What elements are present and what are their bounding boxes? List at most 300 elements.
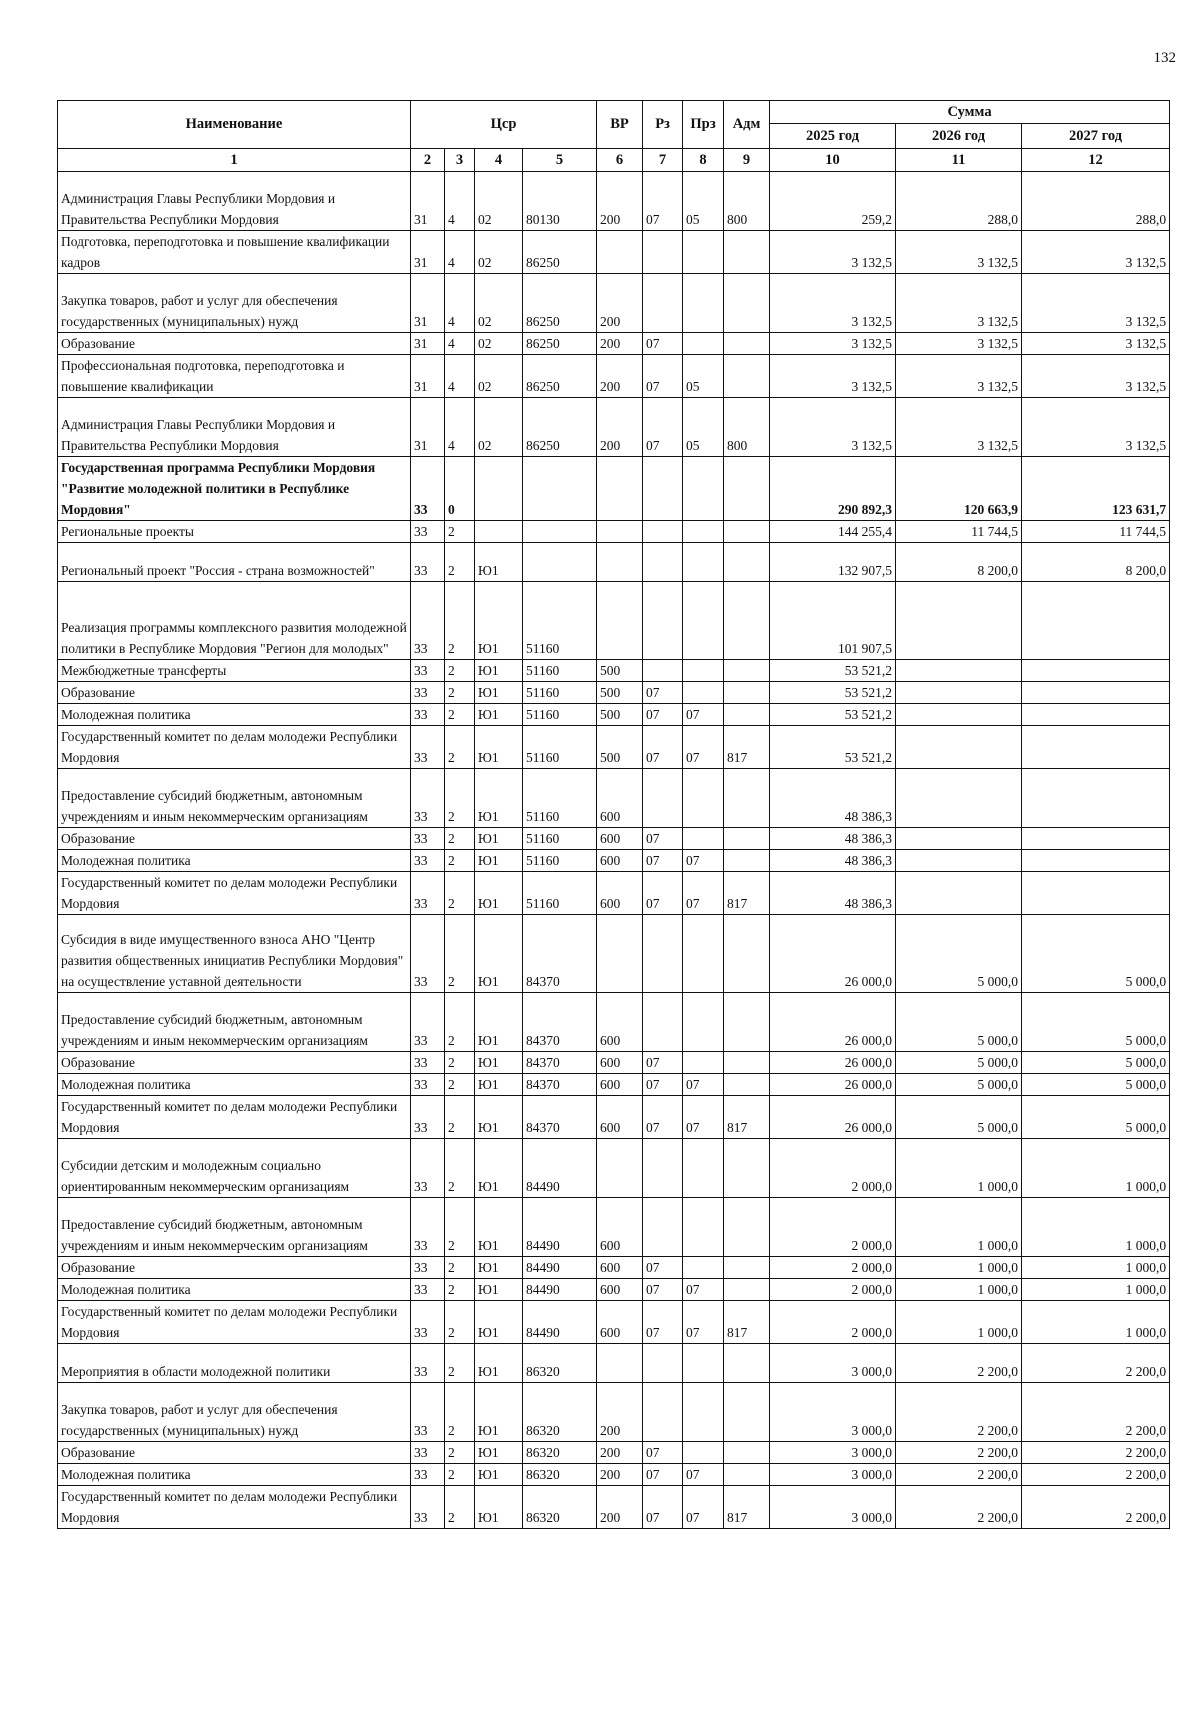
table-row [58, 872, 1170, 915]
cell-tsr-event: Ю1 [475, 1301, 523, 1344]
col-number-4: 4 [475, 149, 523, 172]
table-row [58, 457, 1170, 521]
cell-amount-2027: 1 000,0 [1022, 1198, 1170, 1257]
cell-amount-2027 [1022, 682, 1170, 704]
cell-amount-2026: 1 000,0 [896, 1198, 1022, 1257]
cell-vr [597, 231, 643, 274]
cell-name: Государственный комитет по делам молодежи Республики Мордовия [58, 726, 411, 769]
cell-name: Региональный проект "Россия - страна возможностей" [58, 543, 411, 582]
cell-tsr-event [475, 457, 523, 521]
cell-tsr-program: 33 [411, 1096, 445, 1139]
cell-amount-2026 [896, 769, 1022, 828]
cell-amount-2027: 2 200,0 [1022, 1383, 1170, 1442]
cell-name: Образование [58, 333, 411, 355]
cell-tsr-subprogram: 2 [445, 1074, 475, 1096]
cell-rz: 07 [643, 333, 683, 355]
cell-prz: 07 [683, 704, 724, 726]
cell-rz: 07 [643, 1096, 683, 1139]
cell-amount-2025: 3 132,5 [770, 398, 896, 457]
cell-tsr-direction: 86250 [523, 231, 597, 274]
cell-tsr-subprogram: 4 [445, 398, 475, 457]
cell-adm: 817 [724, 726, 770, 769]
cell-vr [597, 1139, 643, 1198]
col-number-6: 6 [597, 149, 643, 172]
cell-tsr-direction: 51160 [523, 726, 597, 769]
cell-name: Образование [58, 1257, 411, 1279]
table-row [58, 704, 1170, 726]
cell-amount-2025: 290 892,3 [770, 457, 896, 521]
cell-vr: 600 [597, 828, 643, 850]
cell-rz [643, 582, 683, 660]
cell-rz: 07 [643, 355, 683, 398]
cell-amount-2026: 3 132,5 [896, 355, 1022, 398]
table-row [58, 1074, 1170, 1096]
cell-amount-2026: 11 744,5 [896, 521, 1022, 543]
cell-amount-2025: 53 521,2 [770, 704, 896, 726]
cell-amount-2025: 53 521,2 [770, 726, 896, 769]
cell-tsr-program: 33 [411, 1383, 445, 1442]
cell-vr: 600 [597, 1279, 643, 1301]
cell-prz [683, 457, 724, 521]
cell-vr: 500 [597, 726, 643, 769]
cell-amount-2027 [1022, 872, 1170, 915]
cell-tsr-event: Ю1 [475, 1279, 523, 1301]
cell-tsr-event: Ю1 [475, 1257, 523, 1279]
cell-adm [724, 1074, 770, 1096]
cell-name: Молодежная политика [58, 850, 411, 872]
cell-amount-2026: 8 200,0 [896, 543, 1022, 582]
cell-tsr-direction: 86250 [523, 274, 597, 333]
cell-prz: 07 [683, 1486, 724, 1529]
cell-amount-2027 [1022, 704, 1170, 726]
cell-vr [597, 1344, 643, 1383]
cell-adm [724, 1464, 770, 1486]
cell-tsr-direction: 86320 [523, 1344, 597, 1383]
cell-prz [683, 660, 724, 682]
cell-amount-2027: 3 132,5 [1022, 333, 1170, 355]
cell-rz: 07 [643, 1301, 683, 1344]
cell-amount-2025: 3 132,5 [770, 231, 896, 274]
cell-tsr-event: Ю1 [475, 682, 523, 704]
header-tsr: Цср [411, 101, 597, 149]
cell-amount-2027: 3 132,5 [1022, 355, 1170, 398]
cell-tsr-program: 33 [411, 582, 445, 660]
cell-name: Государственный комитет по делам молодежи Республики Мордовия [58, 1301, 411, 1344]
cell-rz [643, 1383, 683, 1442]
cell-prz [683, 521, 724, 543]
page-number: 132 [1153, 50, 1176, 66]
cell-vr [597, 915, 643, 993]
cell-tsr-direction: 86250 [523, 398, 597, 457]
cell-amount-2025: 26 000,0 [770, 915, 896, 993]
cell-tsr-program: 33 [411, 1464, 445, 1486]
cell-amount-2027: 2 200,0 [1022, 1486, 1170, 1529]
table-row [58, 1096, 1170, 1139]
cell-amount-2027 [1022, 828, 1170, 850]
cell-name: Администрация Главы Республики Мордовия и Правительства Республики Мордовия [58, 398, 411, 457]
header-rz: Рз [643, 101, 683, 149]
col-number-10: 10 [770, 149, 896, 172]
cell-amount-2025: 3 132,5 [770, 355, 896, 398]
cell-adm [724, 1344, 770, 1383]
cell-amount-2025: 3 000,0 [770, 1464, 896, 1486]
header-year-2027: 2027 год [1022, 124, 1170, 149]
cell-tsr-event: 02 [475, 172, 523, 231]
cell-adm [724, 915, 770, 993]
cell-amount-2026 [896, 682, 1022, 704]
cell-name: Образование [58, 828, 411, 850]
cell-amount-2027 [1022, 850, 1170, 872]
cell-amount-2026: 2 200,0 [896, 1383, 1022, 1442]
cell-prz [683, 1139, 724, 1198]
cell-amount-2026 [896, 704, 1022, 726]
cell-tsr-event: Ю1 [475, 1096, 523, 1139]
cell-prz [683, 1257, 724, 1279]
cell-vr: 200 [597, 274, 643, 333]
cell-adm [724, 231, 770, 274]
cell-name: Государственный комитет по делам молодежи Республики Мордовия [58, 872, 411, 915]
cell-amount-2027 [1022, 726, 1170, 769]
cell-amount-2026: 3 132,5 [896, 333, 1022, 355]
cell-tsr-direction: 51160 [523, 660, 597, 682]
cell-amount-2025: 48 386,3 [770, 850, 896, 872]
cell-rz [643, 543, 683, 582]
cell-tsr-subprogram: 2 [445, 1344, 475, 1383]
cell-tsr-event: 02 [475, 231, 523, 274]
cell-tsr-subprogram: 4 [445, 355, 475, 398]
cell-amount-2025: 53 521,2 [770, 660, 896, 682]
cell-tsr-event: 02 [475, 355, 523, 398]
cell-vr: 200 [597, 172, 643, 231]
cell-name: Закупка товаров, работ и услуг для обеспечения государственных (муниципальных) нужд [58, 1383, 411, 1442]
cell-rz [643, 1344, 683, 1383]
header-vr: ВР [597, 101, 643, 149]
cell-adm [724, 993, 770, 1052]
cell-vr: 600 [597, 1074, 643, 1096]
cell-prz: 05 [683, 172, 724, 231]
cell-tsr-program: 33 [411, 1442, 445, 1464]
cell-name: Молодежная политика [58, 1464, 411, 1486]
cell-tsr-event: 02 [475, 274, 523, 333]
cell-tsr-program: 33 [411, 828, 445, 850]
cell-amount-2026 [896, 828, 1022, 850]
cell-amount-2026: 3 132,5 [896, 398, 1022, 457]
cell-tsr-subprogram: 2 [445, 1464, 475, 1486]
cell-prz [683, 1442, 724, 1464]
col-number-5: 5 [523, 149, 597, 172]
cell-tsr-direction: 86320 [523, 1486, 597, 1529]
cell-amount-2026: 2 200,0 [896, 1464, 1022, 1486]
cell-prz [683, 231, 724, 274]
cell-amount-2027: 1 000,0 [1022, 1139, 1170, 1198]
cell-tsr-subprogram: 2 [445, 828, 475, 850]
cell-adm: 817 [724, 1486, 770, 1529]
cell-tsr-program: 31 [411, 333, 445, 355]
cell-name: Молодежная политика [58, 1279, 411, 1301]
cell-tsr-event: Ю1 [475, 993, 523, 1052]
cell-prz [683, 1383, 724, 1442]
cell-rz: 07 [643, 682, 683, 704]
col-number-11: 11 [896, 149, 1022, 172]
cell-tsr-direction: 51160 [523, 704, 597, 726]
table-row [58, 1486, 1170, 1529]
table-row [58, 1344, 1170, 1383]
cell-prz: 07 [683, 1074, 724, 1096]
cell-tsr-subprogram: 2 [445, 682, 475, 704]
table-row [58, 1442, 1170, 1464]
cell-vr [597, 457, 643, 521]
table-row [58, 521, 1170, 543]
cell-rz: 07 [643, 850, 683, 872]
cell-vr: 600 [597, 872, 643, 915]
cell-tsr-program: 33 [411, 915, 445, 993]
cell-tsr-event: Ю1 [475, 660, 523, 682]
cell-tsr-subprogram: 2 [445, 704, 475, 726]
cell-prz: 07 [683, 1096, 724, 1139]
cell-rz: 07 [643, 828, 683, 850]
cell-name: Образование [58, 1442, 411, 1464]
cell-tsr-event: Ю1 [475, 1464, 523, 1486]
cell-tsr-event: Ю1 [475, 1198, 523, 1257]
cell-tsr-subprogram: 2 [445, 1257, 475, 1279]
col-number-1: 1 [58, 149, 411, 172]
cell-amount-2026: 5 000,0 [896, 915, 1022, 993]
cell-tsr-direction: 51160 [523, 682, 597, 704]
cell-tsr-event: Ю1 [475, 1383, 523, 1442]
cell-rz: 07 [643, 872, 683, 915]
cell-amount-2025: 2 000,0 [770, 1257, 896, 1279]
cell-amount-2027: 5 000,0 [1022, 993, 1170, 1052]
cell-rz [643, 1198, 683, 1257]
cell-tsr-direction: 84490 [523, 1198, 597, 1257]
cell-amount-2027: 3 132,5 [1022, 231, 1170, 274]
cell-amount-2026: 2 200,0 [896, 1442, 1022, 1464]
cell-amount-2027: 1 000,0 [1022, 1301, 1170, 1344]
cell-tsr-program: 31 [411, 231, 445, 274]
cell-amount-2025: 3 132,5 [770, 274, 896, 333]
cell-tsr-subprogram: 2 [445, 872, 475, 915]
cell-amount-2025: 3 000,0 [770, 1442, 896, 1464]
cell-tsr-direction: 84370 [523, 915, 597, 993]
cell-name: Предоставление субсидий бюджетным, автономным учреждениям и иным некоммерческим организациям [58, 993, 411, 1052]
cell-tsr-event: Ю1 [475, 1074, 523, 1096]
cell-tsr-subprogram: 2 [445, 1486, 475, 1529]
cell-prz [683, 769, 724, 828]
cell-rz: 07 [643, 1464, 683, 1486]
cell-rz [643, 521, 683, 543]
cell-vr: 200 [597, 1464, 643, 1486]
table-row [58, 333, 1170, 355]
cell-amount-2026: 3 132,5 [896, 274, 1022, 333]
col-number-9: 9 [724, 149, 770, 172]
cell-prz [683, 682, 724, 704]
cell-adm: 817 [724, 872, 770, 915]
cell-tsr-program: 33 [411, 1486, 445, 1529]
cell-tsr-direction: 86320 [523, 1383, 597, 1442]
cell-vr [597, 521, 643, 543]
cell-vr: 600 [597, 1096, 643, 1139]
table-row [58, 582, 1170, 660]
cell-vr: 200 [597, 333, 643, 355]
cell-tsr-subprogram: 2 [445, 915, 475, 993]
cell-tsr-event: Ю1 [475, 1442, 523, 1464]
cell-vr: 600 [597, 1257, 643, 1279]
cell-prz: 07 [683, 850, 724, 872]
cell-tsr-subprogram: 4 [445, 231, 475, 274]
cell-tsr-program: 33 [411, 769, 445, 828]
cell-tsr-direction: 86250 [523, 355, 597, 398]
cell-amount-2027: 5 000,0 [1022, 1074, 1170, 1096]
cell-prz: 07 [683, 1301, 724, 1344]
table-row [58, 1052, 1170, 1074]
table-row [58, 1257, 1170, 1279]
cell-vr: 600 [597, 769, 643, 828]
cell-tsr-subprogram: 2 [445, 1442, 475, 1464]
cell-rz [643, 274, 683, 333]
table-row [58, 543, 1170, 582]
cell-tsr-event: Ю1 [475, 1139, 523, 1198]
cell-tsr-program: 33 [411, 993, 445, 1052]
cell-amount-2026: 5 000,0 [896, 993, 1022, 1052]
cell-vr: 500 [597, 660, 643, 682]
cell-vr [597, 543, 643, 582]
cell-adm [724, 457, 770, 521]
cell-tsr-program: 33 [411, 1198, 445, 1257]
cell-adm [724, 1052, 770, 1074]
cell-prz: 07 [683, 1464, 724, 1486]
cell-name: Государственный комитет по делам молодежи Республики Мордовия [58, 1486, 411, 1529]
cell-tsr-subprogram: 2 [445, 521, 475, 543]
cell-vr: 200 [597, 1383, 643, 1442]
cell-adm [724, 1383, 770, 1442]
cell-tsr-subprogram: 2 [445, 1096, 475, 1139]
cell-adm [724, 828, 770, 850]
cell-amount-2027: 5 000,0 [1022, 915, 1170, 993]
cell-amount-2025: 2 000,0 [770, 1279, 896, 1301]
cell-amount-2027 [1022, 582, 1170, 660]
cell-amount-2025: 132 907,5 [770, 543, 896, 582]
cell-amount-2026 [896, 726, 1022, 769]
cell-name: Межбюджетные трансферты [58, 660, 411, 682]
cell-tsr-direction: 84370 [523, 1096, 597, 1139]
cell-adm [724, 355, 770, 398]
header-adm: Адм [724, 101, 770, 149]
table-row [58, 993, 1170, 1052]
cell-adm: 800 [724, 398, 770, 457]
cell-vr [597, 582, 643, 660]
cell-prz [683, 993, 724, 1052]
cell-amount-2025: 2 000,0 [770, 1198, 896, 1257]
cell-adm [724, 1279, 770, 1301]
cell-rz: 07 [643, 704, 683, 726]
cell-tsr-direction: 84490 [523, 1279, 597, 1301]
cell-amount-2025: 3 000,0 [770, 1486, 896, 1529]
cell-tsr-subprogram: 2 [445, 543, 475, 582]
table-row [58, 355, 1170, 398]
cell-tsr-program: 31 [411, 398, 445, 457]
cell-prz [683, 828, 724, 850]
cell-amount-2025: 101 907,5 [770, 582, 896, 660]
cell-tsr-program: 33 [411, 457, 445, 521]
table-row [58, 1139, 1170, 1198]
cell-amount-2027: 11 744,5 [1022, 521, 1170, 543]
cell-vr: 600 [597, 1052, 643, 1074]
cell-tsr-event: Ю1 [475, 915, 523, 993]
cell-tsr-event: Ю1 [475, 850, 523, 872]
table-row [58, 1383, 1170, 1442]
cell-tsr-event: Ю1 [475, 769, 523, 828]
table-row [58, 1464, 1170, 1486]
cell-name: Молодежная политика [58, 1074, 411, 1096]
cell-amount-2027: 8 200,0 [1022, 543, 1170, 582]
cell-vr: 500 [597, 682, 643, 704]
cell-name: Образование [58, 1052, 411, 1074]
cell-tsr-program: 33 [411, 1074, 445, 1096]
cell-name: Мероприятия в области молодежной политики [58, 1344, 411, 1383]
cell-prz [683, 543, 724, 582]
cell-amount-2025: 259,2 [770, 172, 896, 231]
cell-tsr-program: 33 [411, 726, 445, 769]
cell-tsr-direction: 86320 [523, 1442, 597, 1464]
cell-amount-2027: 288,0 [1022, 172, 1170, 231]
cell-tsr-event: Ю1 [475, 543, 523, 582]
cell-tsr-direction [523, 457, 597, 521]
cell-prz [683, 274, 724, 333]
cell-tsr-subprogram: 2 [445, 1198, 475, 1257]
cell-name: Реализация программы комплексного развития молодежной политики в Республике Мордовия "Регион для молодых" [58, 582, 411, 660]
table-row [58, 172, 1170, 231]
cell-tsr-program: 33 [411, 1344, 445, 1383]
cell-tsr-subprogram: 4 [445, 333, 475, 355]
cell-tsr-direction: 86320 [523, 1464, 597, 1486]
cell-adm [724, 704, 770, 726]
cell-rz [643, 993, 683, 1052]
cell-tsr-event: Ю1 [475, 1052, 523, 1074]
cell-amount-2027 [1022, 769, 1170, 828]
col-number-7: 7 [643, 149, 683, 172]
cell-tsr-program: 31 [411, 355, 445, 398]
cell-tsr-program: 31 [411, 274, 445, 333]
table-row [58, 1198, 1170, 1257]
cell-amount-2027: 1 000,0 [1022, 1257, 1170, 1279]
cell-tsr-subprogram: 4 [445, 172, 475, 231]
cell-amount-2025: 48 386,3 [770, 828, 896, 850]
cell-amount-2026: 5 000,0 [896, 1096, 1022, 1139]
cell-name: Образование [58, 682, 411, 704]
cell-tsr-program: 33 [411, 1279, 445, 1301]
cell-prz: 07 [683, 1279, 724, 1301]
cell-rz [643, 660, 683, 682]
cell-name: Субсидии детским и молодежным социально ориентированным некоммерческим организациям [58, 1139, 411, 1198]
cell-tsr-subprogram: 2 [445, 1383, 475, 1442]
cell-rz [643, 769, 683, 828]
cell-adm [724, 682, 770, 704]
cell-tsr-direction: 51160 [523, 828, 597, 850]
cell-tsr-event: Ю1 [475, 828, 523, 850]
cell-rz: 07 [643, 398, 683, 457]
cell-adm: 817 [724, 1301, 770, 1344]
cell-tsr-subprogram: 4 [445, 274, 475, 333]
cell-name: Администрация Главы Республики Мордовия и Правительства Республики Мордовия [58, 172, 411, 231]
cell-tsr-program: 33 [411, 850, 445, 872]
cell-tsr-program: 33 [411, 704, 445, 726]
cell-amount-2026: 2 200,0 [896, 1344, 1022, 1383]
cell-amount-2027: 1 000,0 [1022, 1279, 1170, 1301]
cell-amount-2026 [896, 850, 1022, 872]
cell-amount-2027: 5 000,0 [1022, 1096, 1170, 1139]
table-row [58, 1301, 1170, 1344]
cell-amount-2025: 48 386,3 [770, 769, 896, 828]
